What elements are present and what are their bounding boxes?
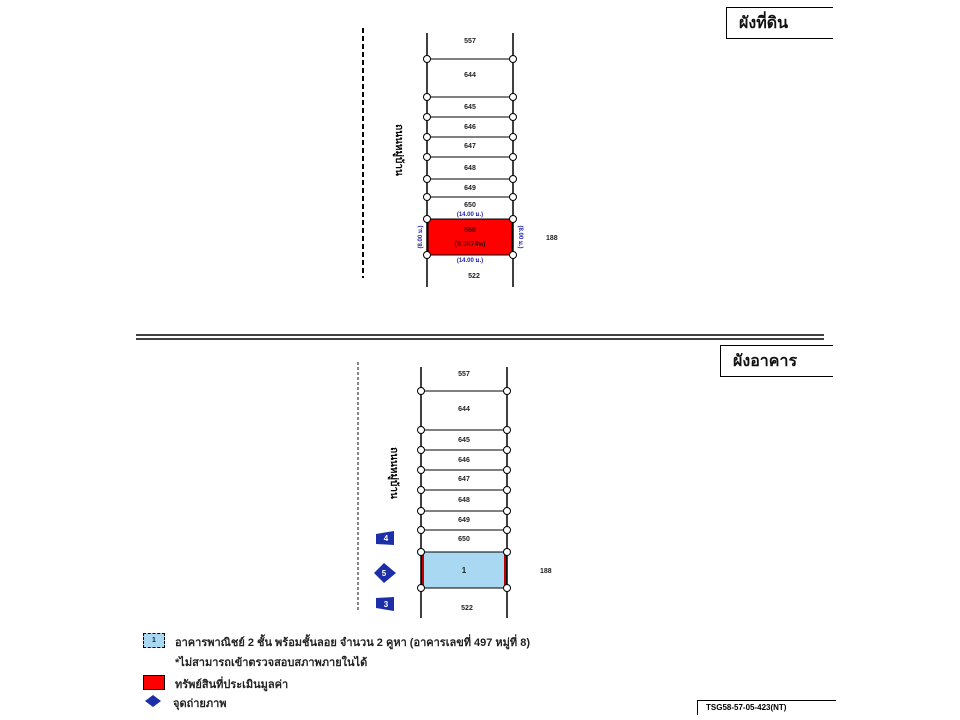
legend-appraised-swatch [143, 675, 165, 690]
building-plan-title: ผังอาคาร [720, 345, 833, 377]
lot-label: 649 [458, 517, 470, 524]
dimension-bottom: (14.00 ม.) [456, 258, 484, 264]
legend-photo-text: จุดถ่ายภาพ [173, 698, 227, 710]
lot-label: 646 [458, 457, 470, 464]
boundary-marker [504, 427, 511, 434]
legend-building-text-block [175, 633, 530, 671]
lot-label: 645 [464, 104, 476, 111]
photo-point-3 [376, 597, 394, 611]
boundary-marker [510, 134, 517, 141]
boundary-marker [510, 252, 517, 259]
boundary-marker [424, 194, 431, 201]
section-divider [136, 335, 824, 339]
boundary-marker [418, 427, 425, 434]
boundary-marker [510, 216, 517, 223]
boundary-marker [504, 585, 511, 592]
lot-label: 648 [458, 497, 470, 504]
lot-label: 644 [458, 406, 470, 413]
photo-point-label: 3 [383, 600, 389, 609]
lot-label: 647 [464, 143, 476, 150]
legend-photo-icon [143, 694, 163, 708]
photo-point-markers [374, 531, 396, 611]
lot-label: 644 [464, 72, 476, 79]
boundary-marker [424, 216, 431, 223]
boundary-marker [504, 527, 511, 534]
lot-label: 557 [464, 38, 476, 45]
legend-appraised-row [143, 675, 288, 693]
photo-point-label: 5 [381, 569, 387, 578]
legend-building-row [143, 633, 530, 671]
boundary-marker [424, 94, 431, 101]
boundary-marker [504, 388, 511, 395]
boundary-marker [418, 527, 425, 534]
dimension-right: (8.00 ม.) [517, 225, 523, 249]
boundary-marker [504, 508, 511, 515]
building-plan [358, 362, 552, 618]
photo-point-5 [374, 563, 396, 583]
boundary-marker [418, 487, 425, 494]
dimension-left: (8.00 ม.) [418, 225, 424, 249]
boundary-marker [510, 94, 517, 101]
lot-label: 645 [458, 437, 470, 444]
subject-lot-area: (0.3874ห) [454, 241, 486, 248]
boundary-marker [424, 176, 431, 183]
land-subject-lot [428, 219, 512, 255]
subject-lot-label: 558 [464, 227, 476, 234]
land-plan-title: ผังที่ดิน [726, 7, 833, 39]
boundary-marker [504, 447, 511, 454]
photo-point-4 [376, 531, 394, 545]
lot-label: 649 [464, 185, 476, 192]
boundary-marker [418, 549, 425, 556]
lot-label: 522 [461, 605, 473, 612]
boundary-marker [424, 252, 431, 259]
land-plan [363, 28, 558, 287]
lot-label: 646 [464, 124, 476, 131]
lot-label: 557 [458, 371, 470, 378]
boundary-marker [510, 176, 517, 183]
dimension-top: (14.00 ม.) [456, 212, 484, 218]
boundary-marker [424, 56, 431, 63]
land-neighbor-label: 188 [546, 235, 558, 242]
boundary-marker [418, 508, 425, 515]
boundary-marker [418, 585, 425, 592]
lot-label: 648 [464, 165, 476, 172]
legend-photo-row [143, 694, 227, 712]
boundary-marker [510, 114, 517, 121]
building-neighbor-label: 188 [540, 568, 552, 575]
building-road-label: ถนนหมู่บ้าน [388, 447, 399, 499]
boundary-marker [424, 134, 431, 141]
lot-label: 647 [458, 476, 470, 483]
boundary-marker [510, 56, 517, 63]
boundary-marker [424, 154, 431, 161]
building-number-label: 1 [461, 566, 467, 575]
boundary-marker [418, 388, 425, 395]
legend-appraised-text: ทรัพย์สินที่ประเมินมูลค่า [175, 679, 289, 691]
legend-building-note: *ไม่สามารถเข้าตรวจสอบสภาพภายในได้ [175, 657, 368, 669]
boundary-marker [418, 467, 425, 474]
boundary-marker [424, 114, 431, 121]
boundary-marker [504, 549, 511, 556]
lot-label: 522 [468, 273, 480, 280]
boundary-marker [418, 447, 425, 454]
land-road-label: ถนนหมู่บ้าน [393, 124, 404, 176]
photo-point-label: 4 [383, 534, 389, 543]
legend-building-swatch [143, 633, 165, 648]
legend-building-text: อาคารพาณิชย์ 2 ชั้น พร้อมชั้นลอย จำนวน 2 คูหา (อาคารเลขที่ 497 หมู่ที่ 8) [175, 637, 531, 649]
boundary-marker [510, 194, 517, 201]
boundary-marker [510, 154, 517, 161]
boundary-marker [504, 487, 511, 494]
boundary-marker [504, 467, 511, 474]
document-code: TSG58-57-05-423(NT) [697, 700, 836, 715]
legend-building-marker: 1 [152, 637, 156, 644]
lot-label: 650 [458, 536, 470, 543]
lot-label: 650 [464, 202, 476, 209]
